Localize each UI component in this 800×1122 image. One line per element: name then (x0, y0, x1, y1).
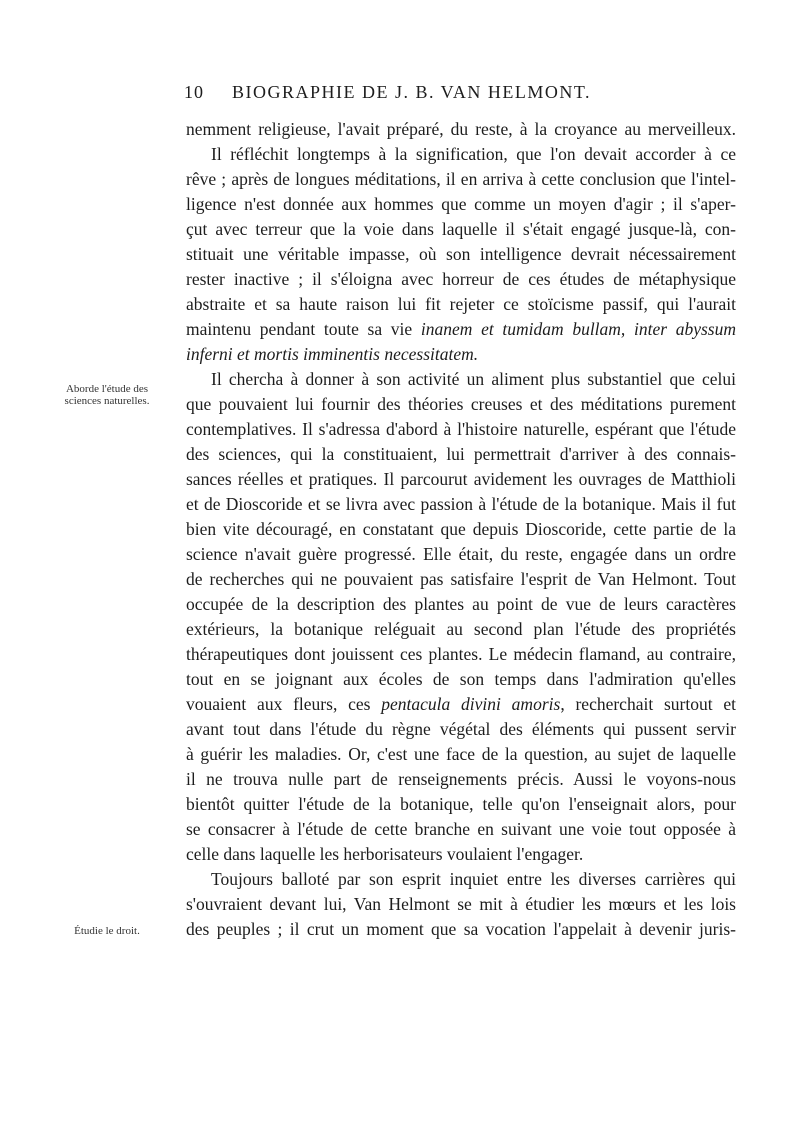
latin-quote: inanem et tumidam bullam, inter abyssum (420, 319, 736, 339)
text-line: maintenu pendant toute sa vie inanem et tumidam bullam, inter abyssum (186, 319, 736, 339)
text-line (186, 342, 736, 366)
text-line: bientôt quitter l'étude de la botanique, telle qu'on l'enseignait alors, pour (186, 794, 736, 814)
text-line: des sciences, qui la constituaient, lui permettrait d'arriver à des connais- (186, 444, 736, 464)
text-line: rester inactive ; il s'éloigna avec horreur de ces études de métaphysique (186, 269, 736, 289)
text-line: tout en se joignant aux écoles de son temps dans l'admiration qu'elles (186, 669, 736, 689)
text-line: bien vite découragé, en constatant que depuis Dioscoride, cette partie de la (186, 519, 736, 539)
text-line: et de Dioscoride et se livra avec passion à l'étude de la botanique. Mais il fut (186, 494, 736, 514)
text-line: nemment religieuse, l'avait préparé, du reste, à la croyance au merveilleux. (186, 119, 736, 139)
text-line: occupée de la description des plantes au point de vue de leurs caractères (186, 594, 736, 614)
text-line: ligence n'est donnée aux hommes que comme un moyen d'agir ; il s'aper- (186, 194, 736, 214)
page-number: 10 (184, 82, 204, 102)
text-line: contemplatives. Il s'adressa d'abord à l'histoire naturelle, espérant que l'étude (186, 419, 736, 439)
text-line: celle dans laquelle les herborisateurs voulaient l'engager. (186, 844, 584, 864)
text-line: des peuples ; il crut un moment que sa vocation l'appelait à devenir juris- (186, 919, 736, 939)
page-header (0, 82, 800, 112)
text-line: stituait une véritable impasse, où son intelligence devrait nécessairement (186, 244, 736, 264)
text-line: rêve ; après de longues méditations, il en arriva à cette conclusion que l'intel- (186, 169, 736, 189)
text-line: avant tout dans l'étude du règne végétal des éléments qui pussent servir (186, 719, 736, 739)
text-line: à guérir les maladies. Or, c'est une face de la question, au sujet de laquelle (186, 744, 736, 764)
margin-note-natural-sciences: Aborde l'étude des sciences naturelles. (64, 383, 150, 407)
margin-note-law: Étudie le droit. (74, 925, 140, 937)
latin-quote: inferni et mortis imminentis necessitatem. (186, 344, 479, 364)
text-line: vouaient aux fleurs, ces pentacula divini amoris, recherchait surtout et (186, 694, 737, 714)
text-line: il ne trouva nulle part de renseignements précis. Aussi le voyons-nous (186, 769, 736, 789)
text-line: sances réelles et pratiques. Il parcourut avidement les ouvrages de Matthioli (186, 469, 736, 489)
text-line: çut avec terreur que la voie dans laquelle il s'était engagé jusque-là, con- (186, 219, 736, 239)
text-line: extérieurs, la botanique reléguait au second plan l'étude des propriétés (186, 619, 736, 639)
text-line: s'ouvraient devant lui, Van Helmont se mit à étudier les mœurs et les lois (186, 894, 736, 914)
text-line: Il chercha à donner à son activité un aliment plus substantiel que celui (211, 369, 736, 389)
text-line: que pouvaient lui fournir des théories creuses et des méditations purement (186, 394, 736, 414)
text-line: thérapeutiques dont jouissent ces plantes. Le médecin flamand, au contraire, (186, 644, 736, 664)
text-line: de recherches qui ne pouvaient pas satisfaire l'esprit de Van Helmont. Tout (186, 569, 736, 589)
text-line: science n'avait guère progressé. Elle était, du reste, engagée dans un ordre (186, 544, 736, 564)
running-title: BIOGRAPHIE DE J. B. VAN HELMONT. (232, 82, 592, 102)
text-line: Toujours balloté par son esprit inquiet entre les diverses carrières qui (211, 869, 736, 889)
text-line: Il réfléchit longtemps à la signification, que l'on devait accorder à ce (211, 144, 736, 164)
latin-quote: pentacula divini amoris (381, 694, 561, 714)
text-line: abstraite et sa haute raison lui fit rejeter ce stoïcisme passif, qui l'aurait (186, 294, 736, 314)
text-line: se consacrer à l'étude de cette branche en suivant une voie tout opposée à (186, 819, 736, 839)
